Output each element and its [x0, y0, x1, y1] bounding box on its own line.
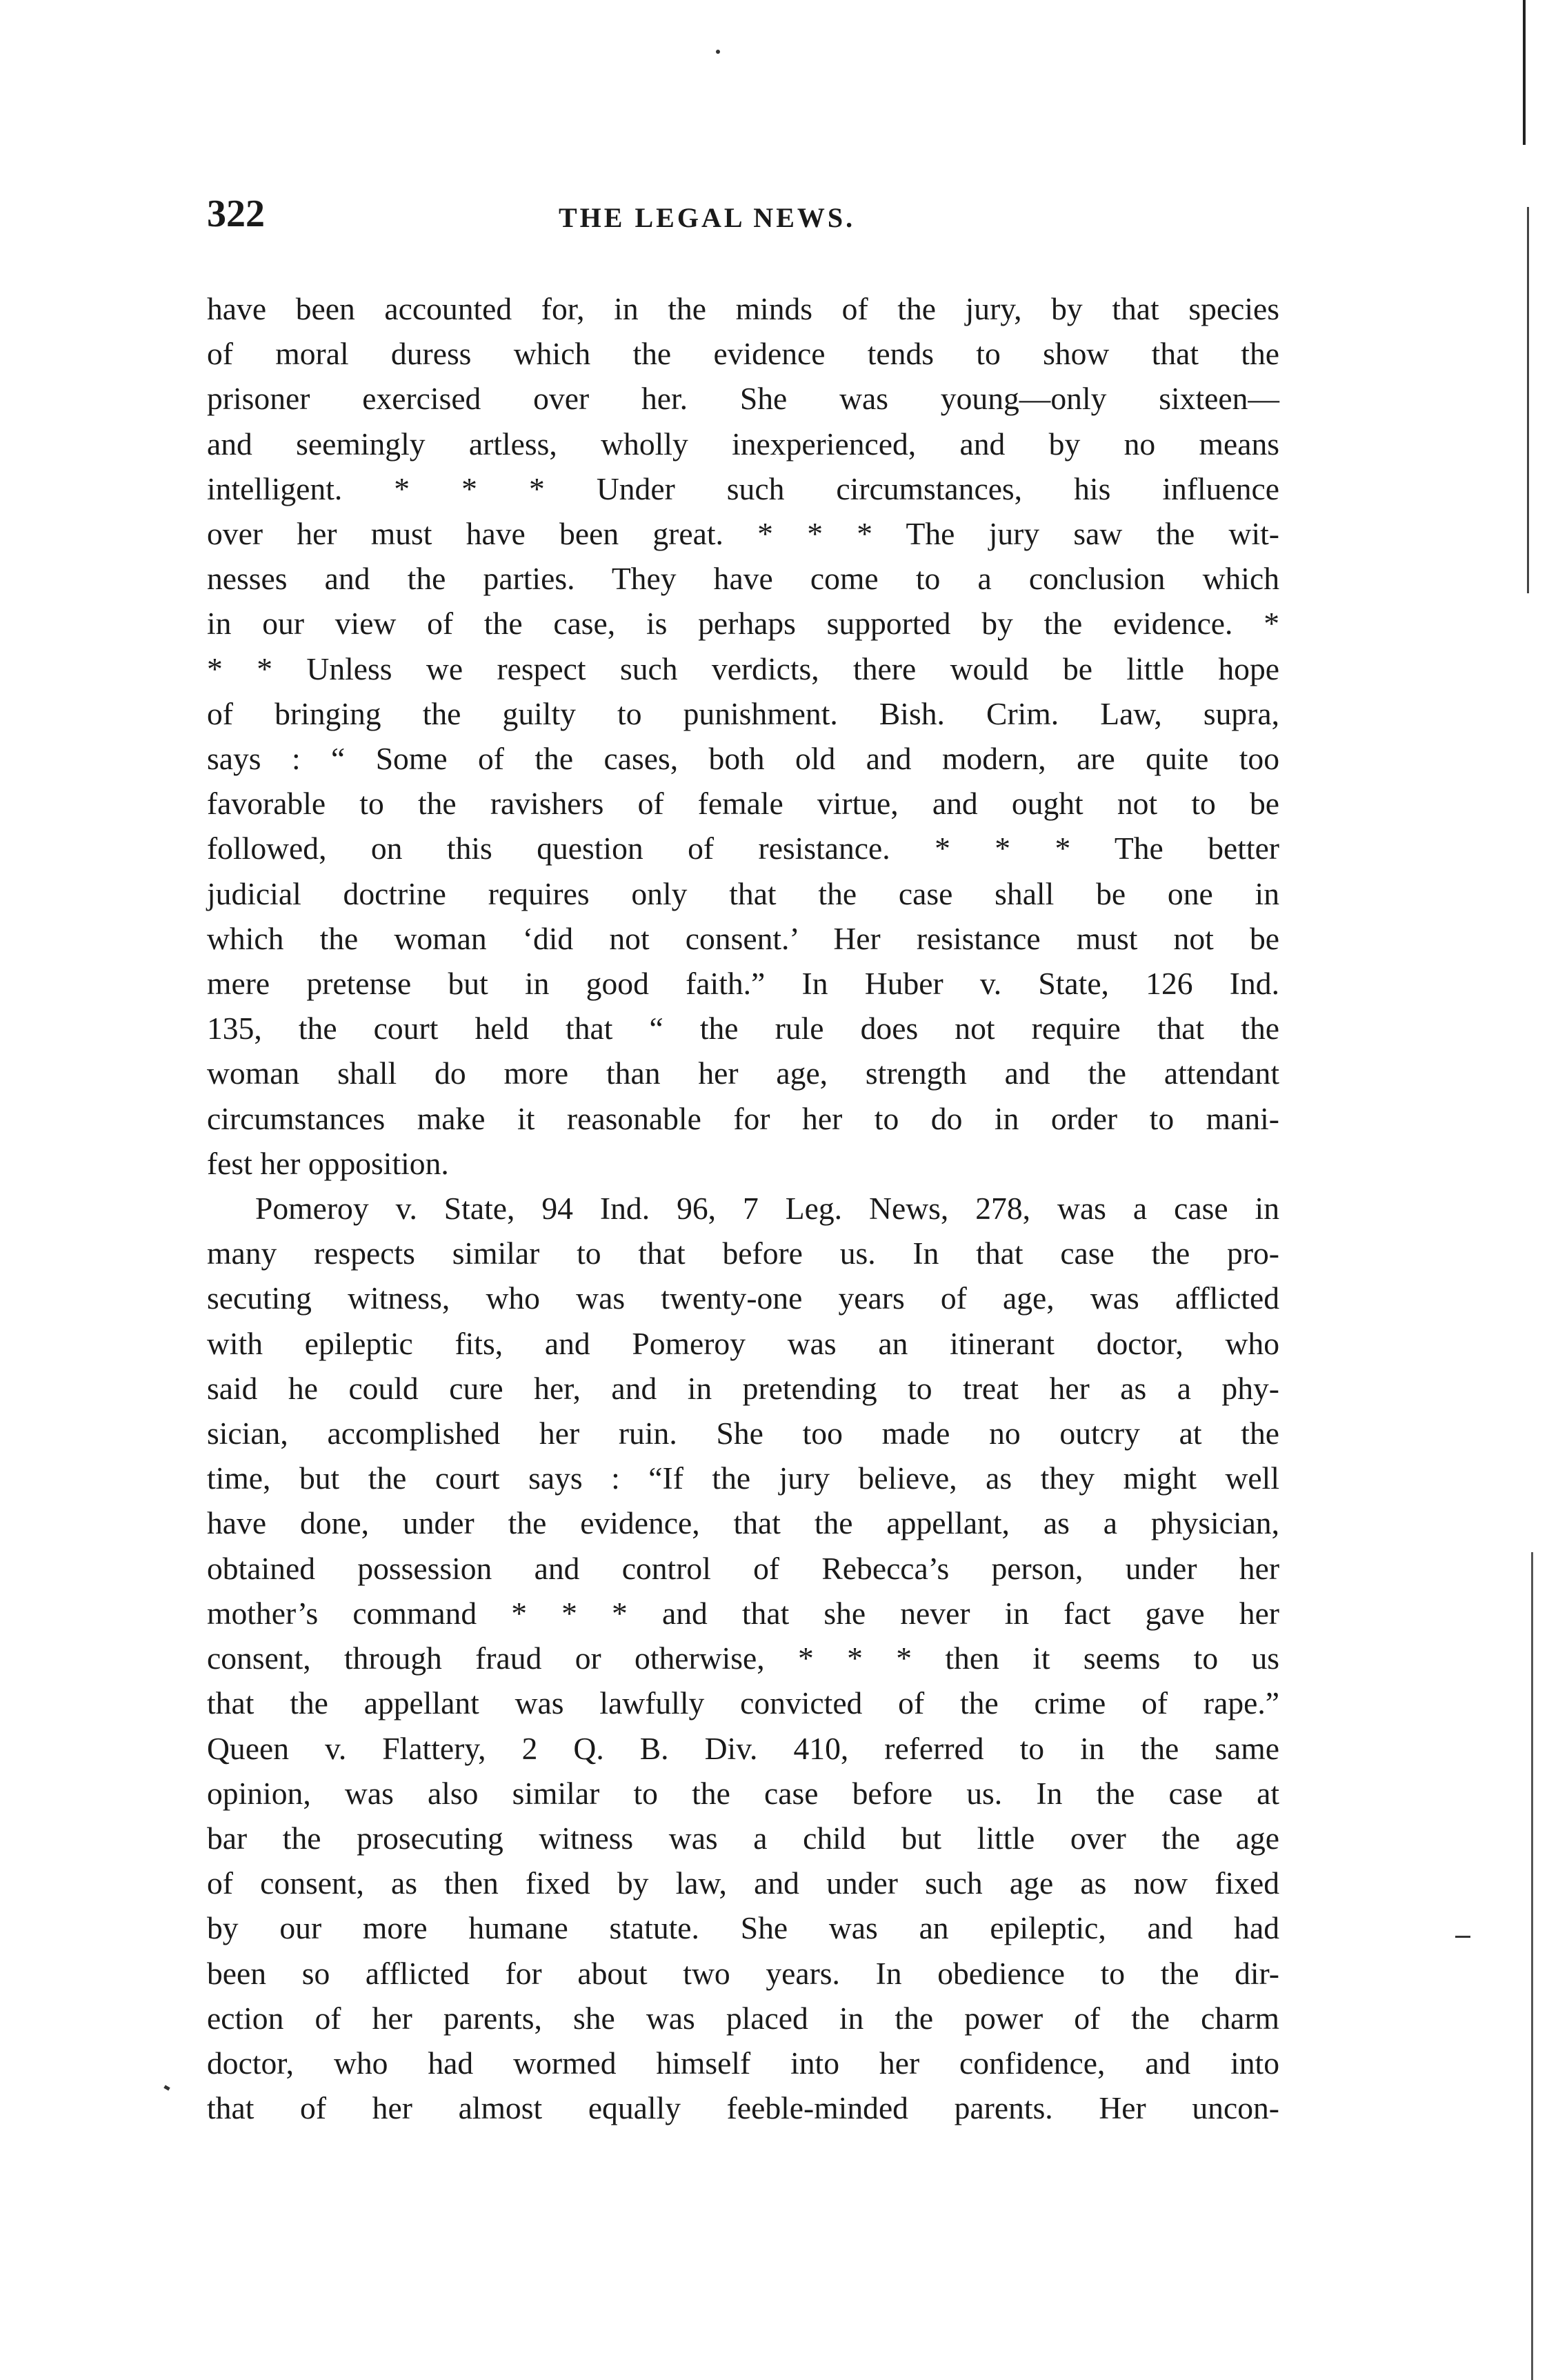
text-line: of moral duress which the evidence tends to show that the [207, 336, 1279, 372]
text-line-paragraph-start: Pomeroy v. State, 94 Ind. 96, 7 Leg. News, 278, was a case in [255, 1191, 1279, 1227]
scan-edge-line [1523, 0, 1526, 145]
text-line: of consent, as then fixed by law, and under such age as now fixed [207, 1865, 1279, 1901]
text-line: time, but the court says : “If the jury believe, as they might well [207, 1460, 1279, 1496]
text-line: consent, through fraud or otherwise, * * * then it seems to us [207, 1640, 1279, 1676]
text-line: bar the prosecuting witness was a child but little over the age [207, 1820, 1279, 1856]
text-line: mere pretense but in good faith.” In Huber v. State, 126 Ind. [207, 966, 1279, 1002]
text-line: that the appellant was lawfully convicted of the crime of rape.” [207, 1685, 1279, 1721]
scan-dash [1455, 1936, 1470, 1938]
text-line: prisoner exercised over her. She was young—only sixteen— [207, 381, 1279, 417]
text-line: intelligent. * * * Under such circumstances, his influence [207, 470, 1279, 506]
text-line: woman shall do more than her age, strength and the attendant [207, 1055, 1279, 1091]
page-number: 322 [207, 192, 265, 235]
text-line: secuting witness, who was twenty-one years of age, was afflicted [207, 1280, 1279, 1316]
text-line: opinion, was also similar to the case before us. In the case at [207, 1775, 1279, 1811]
text-line: said he could cure her, and in pretending to treat her as a phy- [207, 1370, 1279, 1406]
body-text [207, 286, 1279, 2130]
text-line: Queen v. Flattery, 2 Q. B. Div. 410, referred to in the same [207, 1730, 1279, 1766]
text-line: mother’s command * * * and that she never in fact gave her [207, 1595, 1279, 1631]
text-line: over her must have been great. * * * The jury saw the wit- [207, 516, 1279, 552]
scan-speck [163, 2085, 170, 2090]
text-line: have been accounted for, in the minds of the jury, by that species [207, 291, 1279, 326]
text-line-paragraph-end: fest her opposition. [207, 1145, 449, 1181]
running-head: THE LEGAL NEWS. [559, 202, 856, 233]
text-line: which the woman ‘did not consent.’ Her resistance must not be [207, 920, 1279, 956]
text-line: circumstances make it reasonable for her to do in order to mani- [207, 1100, 1279, 1136]
text-line: doctor, who had wormed himself into her confidence, and into [207, 2045, 1279, 2081]
text-line: and seemingly artless, wholly inexperienced, and by no means [207, 426, 1279, 462]
text-line: says : “ Some of the cases, both old and modern, are quite too [207, 741, 1279, 777]
text-line: obtained possession and control of Rebecca’s person, under her [207, 1550, 1279, 1586]
text-line: ection of her parents, she was placed in the power of the charm [207, 2000, 1279, 2036]
page-header [207, 186, 1279, 241]
text-line: have done, under the evidence, that the appellant, as a physician, [207, 1505, 1279, 1541]
text-line: in our view of the case, is perhaps supported by the evidence. * [207, 606, 1279, 642]
text-line: many respects similar to that before us. In that case the pro- [207, 1236, 1279, 1271]
text-line: 135, the court held that “ the rule does not require that the [207, 1011, 1279, 1047]
text-line: followed, on this question of resistance. * * * The better [207, 831, 1279, 866]
text-line: that of her almost equally feeble-minded parents. Her uncon- [207, 2090, 1279, 2126]
text-line: * * Unless we respect such verdicts, there would be little hope [207, 651, 1279, 686]
text-line: with epileptic fits, and Pomeroy was an itinerant doctor, who [207, 1325, 1279, 1361]
text-line: of bringing the guilty to punishment. Bish. Crim. Law, supra, [207, 695, 1279, 731]
text-line: judicial doctrine requires only that the case shall be one in [207, 875, 1279, 911]
scan-speck [716, 50, 720, 54]
text-line: favorable to the ravishers of female virtue, and ought not to be [207, 786, 1279, 822]
text-line: by our more humane statute. She was an epileptic, and had [207, 1910, 1279, 1946]
scan-edge-line [1531, 1552, 1533, 2380]
text-line: nesses and the parties. They have come to a conclusion which [207, 561, 1279, 597]
text-line: been so afflicted for about two years. In obedience to the dir- [207, 1955, 1279, 1991]
text-line: sician, accomplished her ruin. She too made no outcry at the [207, 1416, 1279, 1451]
scan-edge-line [1527, 207, 1529, 593]
